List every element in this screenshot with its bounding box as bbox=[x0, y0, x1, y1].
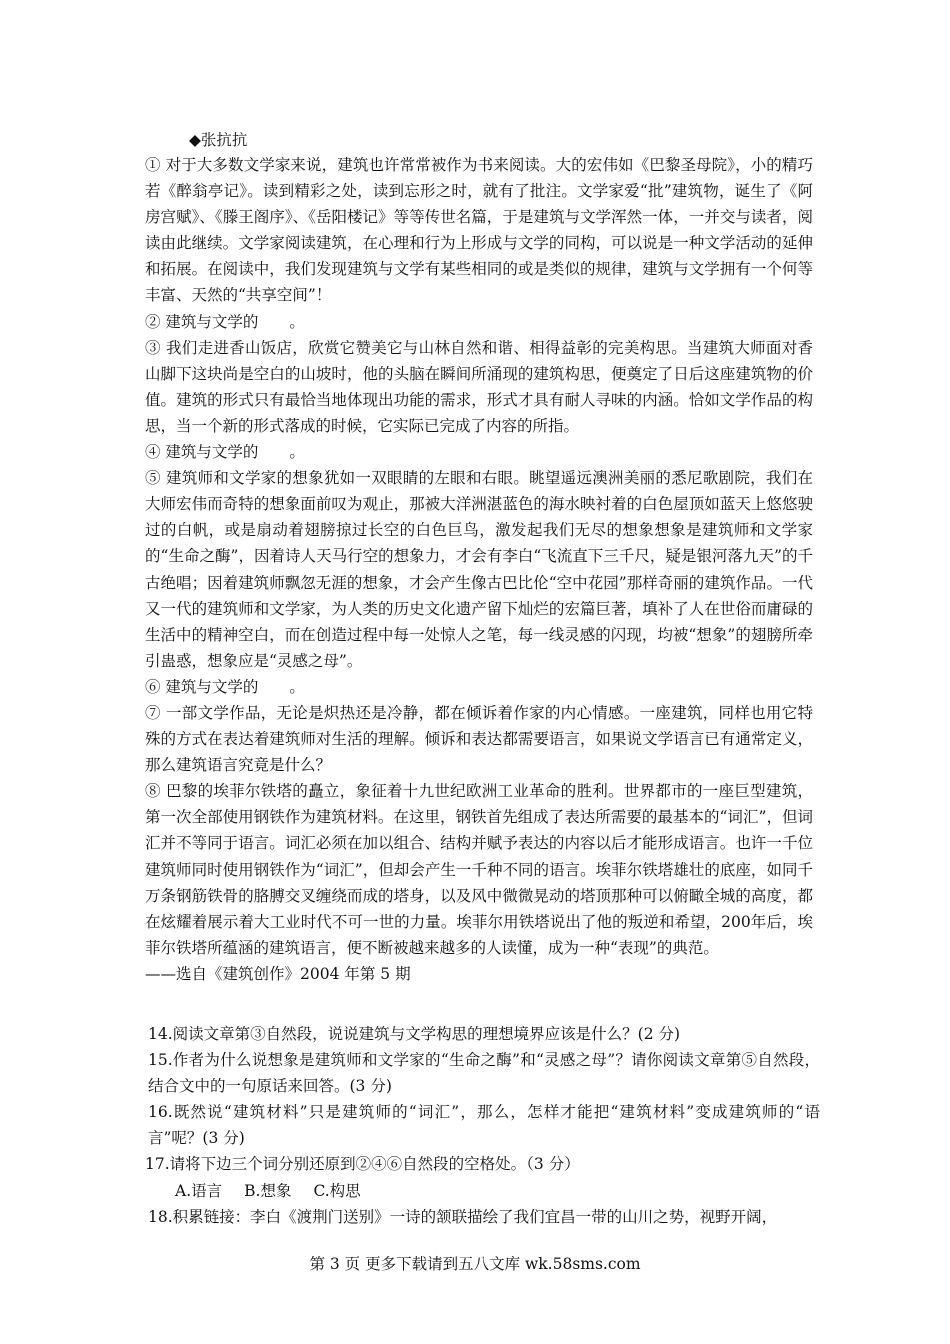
question-15: 15.作者为什么说想象是建筑师和文学家的“生命之酶”和“灵感之母”？请你阅读文章第⑤自然段，结合文中的一句原话来回答。(3 分) bbox=[148, 1051, 820, 1096]
question-14: 14.阅读文章第③自然段，说说建筑与文学构思的理想境界应该是什么？(2 分) bbox=[148, 1025, 681, 1043]
paragraph-3: ③ 我们走进香山饭店，欣赏它赞美它与山林自然和谐、相得益彰的完美构思。当建筑大师面对香山脚下这块尚是空白的山坡时，他的头脑在瞬间所涌现的建筑构思，便奠定了日后这座建筑物的价值。建筑的形式只有最恰当地体现出功能的需求，形式才具有耐人寻味的内涵。恰如文学作品的构思，当一个新的形式落成的时候，它实际已完成了内容的所指。 bbox=[145, 338, 813, 435]
source-citation: ——选自《建筑创作》2004 年第 5 期 bbox=[145, 964, 411, 983]
option-b: B.想象 bbox=[244, 1181, 292, 1200]
question-17-options bbox=[145, 1178, 820, 1204]
paragraph-2: ② 建筑与文学的 。 bbox=[145, 312, 305, 331]
paragraph-1: ① 对于大多数文学家来说，建筑也许常常被作为书来阅读。大的宏伟如《巴黎圣母院》，小的精巧若《醉翁亭记》。读到精彩之处，读到忘形之时，就有了批注。文学家爱“批”建筑物，诞生了《阿房宫赋》、《滕王阁序》、《岳阳楼记》等等传世名篇，于是建筑与文学浑然一体，一并交与读者，阅读由此继续。文学家阅读建筑，在心理和行为上形成与文学的同构，可以说是一种文学活动的延伸和拓展。在阅读中，我们发现建筑与文学有某些相同的或是类似的规律，建筑与文学拥有一个何等丰富、天然的“共享空间”！ bbox=[145, 156, 813, 305]
option-c: C.构思 bbox=[313, 1181, 361, 1200]
paragraph-4: ④ 建筑与文学的 。 bbox=[145, 443, 305, 462]
question-16: 16.既然说“建筑材料”只是建筑师的“词汇”，那么，怎样才能把“建筑材料”变成建筑师的“语言”呢？(3 分) bbox=[148, 1103, 820, 1148]
paragraph-7: ⑦ 一部文学作品，无论是炽热还是冷静，都在倾诉着作家的内心情感。一座建筑，同样也用它特殊的方式在表达着建筑师对生活的理解。倾诉和表达都需要语言，如果说文学语言已有通常定义，那么建筑语言究竟是什么？ bbox=[145, 703, 813, 775]
author-line: ◆张抗抗 bbox=[189, 131, 248, 149]
paragraph-6: ⑥ 建筑与文学的 。 bbox=[145, 677, 305, 696]
option-a: A.语言 bbox=[175, 1181, 223, 1200]
question-18: 18.积累链接：李白《渡荆门送别》一诗的颔联描绘了我们宜昌一带的山川之势，视野开阔， bbox=[148, 1207, 778, 1226]
paragraph-8: ⑧ 巴黎的埃菲尔铁塔的矗立，象征着十九世纪欧洲工业革命的胜利。世界都市的一座巨型建筑，第一次全部使用钢铁作为建筑材料。在这里，钢铁首先组成了表达所需要的最基本的“词汇”，但词汇并不等同于语言。词汇必须在加以组合、结构并赋予表达的内容以后才能形成语言。也许一千位建筑师同时使用钢铁作为“词汇”，但却会产生一千种不同的语言。埃菲尔铁塔雄壮的底座，如同千万条钢筋铁骨的胳膊交叉缠绕而成的塔身，以及风中微微晃动的塔顶那种可以俯瞰全城的高度，都在炫耀着展示着大工业时代不可一世的力量。埃菲尔用铁塔说出了他的叛逆和希望，200年后，埃菲尔铁塔所蕴涵的建筑语言，便不断被越来越多的人读懂，成为一种“表现”的典范。 bbox=[145, 782, 813, 957]
question-list bbox=[145, 1021, 820, 1230]
paragraph-5: ⑤ 建筑师和文学家的想象犹如一双眼睛的左眼和右眼。眺望遥远澳洲美丽的悉尼歌剧院，我们在大师宏伟而奇特的想象面前叹为观止，那被大洋洲湛蓝色的海水映衬着的白色屋顶如蓝天上悠悠驶过的白帆，或是扇动着翅膀掠过长空的白色巨鸟，激发起我们无尽的想象想象是建筑师和文学家的“生命之酶”，因着诗人天马行空的想象力，才会有李白“飞流直下三千尺，疑是银河落九天”的千古绝唱；因着建筑师飘忽无涯的想象，才会产生像古巴比伦“空中花园”那样奇丽的建筑作品。一代又一代的建筑师和文学家，为人类的历史文化遗产留下灿烂的宏篇巨著，填补了人在世俗而庸碌的生活中的精神空白，而在创造过程中每一处惊人之笔，每一线灵感的闪现，均被“想象”的翅膀所牵引蛊惑，想象应是“灵感之母”。 bbox=[145, 469, 813, 670]
question-17: 17.请将下边三个词分别还原到②④⑥自然段的空格处。（3 分） bbox=[145, 1155, 580, 1174]
page-footer: 第 3 页 更多下载请到五八文库 wk.58sms.com bbox=[309, 1255, 641, 1273]
essay-body bbox=[145, 152, 813, 987]
